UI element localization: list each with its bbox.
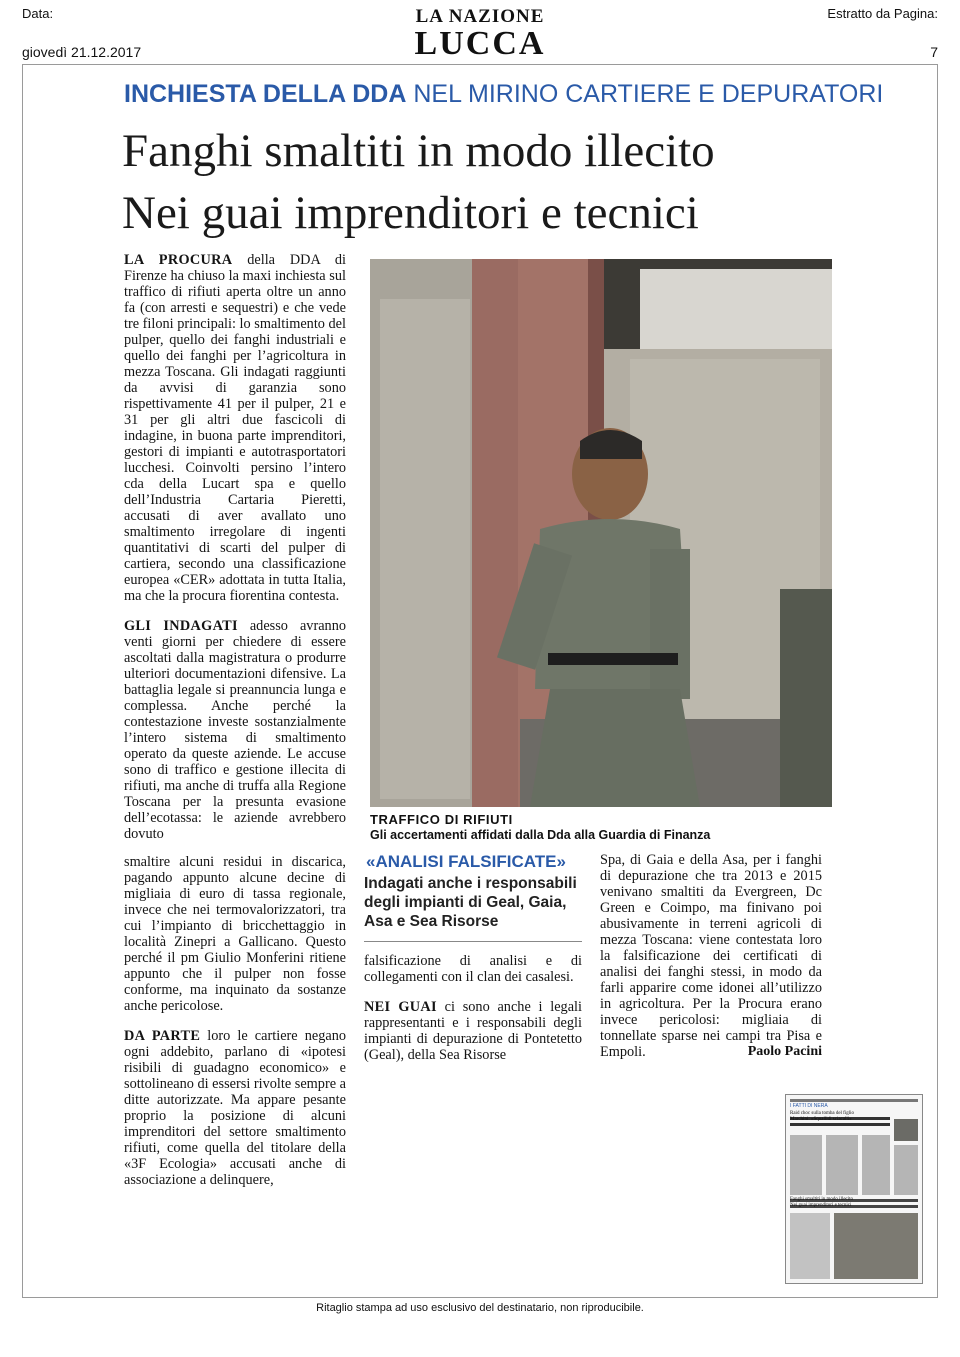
paragraph-text: Spa, di Gaia e della Asa, per i fanghi di depurazione che tra 2013 e 2015 venivano smaltiti da Evergreen, Dc Green e Coimpo, ma finivano poi abusivamente in terreni agricoli di mezza Toscana: viene contestata loro la falsificazione dei certificati di analisi dei fanghi stessi, in modo da farli apparire come idonei all’utilizzo in agricoltura. Per la Procura erano invece pericolosi: migliaia di tonnellate sparse nei campi tra Pisa e Empoli. <box>600 852 822 1060</box>
masthead-city: LUCCA <box>414 25 546 62</box>
headline-line-2: Nei guai imprenditori e tecnici <box>122 187 699 239</box>
paragraph-text: falsificazione di analisi e di collegamenti con il clan dei casalesi. <box>364 953 582 985</box>
masthead <box>380 6 580 60</box>
paragraph <box>364 953 582 985</box>
paragraph <box>124 618 346 842</box>
date-value: giovedì 21.12.2017 <box>22 44 142 60</box>
paragraph <box>124 1028 346 1188</box>
thumbnail-illustration <box>786 1095 922 1283</box>
photo-illustration <box>370 259 832 807</box>
kicker-rest: NEL MIRINO CARTIERE E DEPURATORI <box>413 80 884 108</box>
headline-line-1: Fanghi smaltiti in modo illecito <box>122 125 715 177</box>
kicker-bold: INCHIESTA DELLA DDA <box>124 80 407 108</box>
article-signature: Paolo Pacini <box>747 1044 822 1059</box>
sidebar-headline: Indagati anche i responsabili degli impianti di Geal, Gaia, Asa e Sea Risorse <box>364 875 577 930</box>
paragraph <box>124 854 346 1014</box>
footer-notice: Ritaglio stampa ad uso esclusivo del destinatario, non riproducibile. <box>316 1302 644 1314</box>
paragraph-lead: GLI INDAGATI <box>124 618 238 634</box>
page-number: 7 <box>930 44 938 60</box>
photo-caption-text: Gli accertamenti affidati dalla Dda alla Guardia di Finanza <box>370 828 711 842</box>
article-photo <box>370 259 832 807</box>
sidebar-divider <box>364 941 582 942</box>
article-column-3 <box>364 953 582 1077</box>
thumbnail-section: I FATTI DI NERA <box>790 1103 828 1109</box>
paragraph-text: adesso avranno venti giorni per chiedere di essere ascoltati dalla magistratura o produrre ulteriori documentazioni difensive. La battaglia legale si preannuncia lunga e complessa. Anche perché la contestazione investe sostanzialmente l’intero sistema di smaltimento operato da queste aziende. Le accuse sono di traffico e gestione illecita di rifiuti, ma anche di truffa alla Regione Toscana per la presunta evasione dell’ecotassa: le aziende avrebbero dovuto <box>124 618 346 842</box>
page-label: Estratto da Pagina: <box>827 6 938 21</box>
paragraph-lead: LA PROCURA <box>124 252 233 268</box>
masthead-newspaper: LA NAZIONE <box>415 6 545 27</box>
article-column-4 <box>600 852 822 1062</box>
paragraph-lead: DA PARTE <box>124 1028 201 1044</box>
paragraph <box>124 252 346 604</box>
page-thumbnail <box>785 1094 923 1284</box>
article-column-2 <box>124 854 346 1202</box>
thumbnail-headline-1: Raid choc sulla tomba del figlio <box>790 1111 855 1116</box>
paragraph <box>364 999 582 1063</box>
paragraph-lead: NEI GUAI <box>364 999 437 1015</box>
article-column-1 <box>124 252 346 856</box>
article-kicker <box>124 80 883 109</box>
sidebar-kicker: «ANALISI FALSIFICATE» <box>366 852 566 871</box>
thumbnail-headline-2: Marchini: «Squallidi sciacalli» <box>790 1117 852 1122</box>
paragraph-text: loro le cartiere negano ogni addebito, parlano di «ipotesi risibili di guadagno economico» e sottolineano di essersi rivolte sempre a ditte autorizzate. Ma appare pesante proprio la posizione di alcuni imprenditori del settore smaltimento rifiuti, come quella del titolare della «3F Ecologia» accusati anche di associazione a delinquere, <box>124 1028 347 1188</box>
thumbnail-headline-4: Nei guai imprenditori e tecnici <box>790 1203 852 1208</box>
photo-caption-title: TRAFFICO DI RIFIUTI <box>370 812 513 827</box>
paragraph-text: della DDA di Firenze ha chiuso la maxi inchiesta sul traffico di rifiuti aperta oltre un anno fa (con arresti e sequestri) e che vede tre filoni principali: lo smaltimento del pulper, quello dei fanghi industriali e quello dei fanghi per l’agricoltura in mezza Toscana. Gli indagati raggiunti da avvisi di garanzia sono rispettivamente 41 per il pulper, 21 e 31 per gli altri due fascicoli di indagine, in buona parte imprenditori, gestori di impianti e autotrasportatori lucchesi. Coinvolti persino l’intero cda della Lucart spa e quello dell’Industria Cartaria Pieretti, accusati di aver avallato uno smaltimento irregolare di ingenti quantitativi di scarti del pulper di cartiera, secondo una classificazione europea «CER» adottata in tutta Italia, ma che la procura fiorentina contesta. <box>124 252 346 604</box>
thumbnail-headline-3: Fanghi smaltiti in modo illecito <box>790 1197 854 1202</box>
paragraph <box>600 852 822 1060</box>
paragraph-text: smaltire alcuni residui in discarica, pagando appunto alcune decine di migliaia di euro di tassa regionale, invece che nei termovalorizzatori, tra cui l’impianto di bricchettaggio in località Zinepri a Gallicano. Questo perché il pm Giulio Monferini ritiene appunto che il pulper non fosse conforme, ma inquinato da sostanze anche pericolose. <box>124 854 346 1014</box>
date-label: Data: <box>22 6 54 21</box>
paragraph-text: ci sono anche i legali rappresentanti e i responsabili degli impianti di depurazione di Pontetetto (Geal), della Sea Risorse <box>364 999 582 1063</box>
